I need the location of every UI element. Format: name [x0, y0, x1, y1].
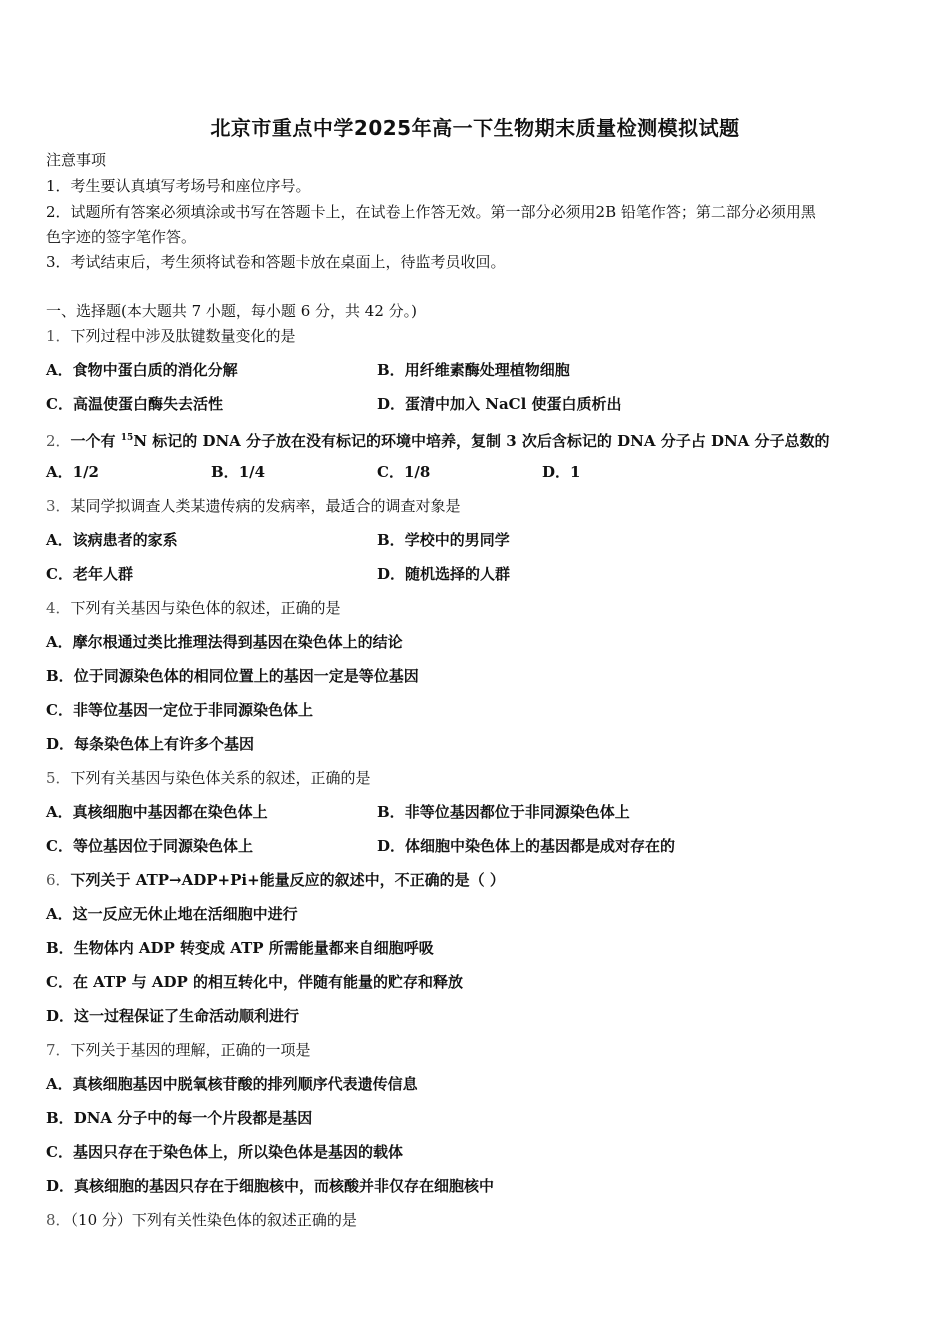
option-a[interactable]: A．该病患者的家系 — [46, 531, 178, 549]
notice-heading: 注意事项 — [46, 151, 107, 169]
question-text: （10 分）下列有关性染色体的叙述正确的是 — [70, 1211, 357, 1229]
option-c[interactable]: C．在 ATP 与 ADP 的相互转化中，伴随有能量的贮存和释放 — [46, 973, 464, 991]
option-b[interactable]: B．非等位基因都位于非同源染色体上 — [377, 803, 630, 821]
option-b[interactable]: B．1/4 — [211, 463, 266, 481]
notice-item: 2．试题所有答案必须填涂或书写在答题卡上，在试卷上作答无效。第一部分必须用2B 铅笔作答；第二部分必须用黑 — [46, 203, 816, 221]
question-number: 1． — [46, 327, 71, 345]
option-c[interactable]: C．非等位基因一定位于非同源染色体上 — [46, 701, 313, 719]
question-text-pre: 一个有 — [70, 432, 121, 450]
question-text: N 标记的 DNA 分子放在没有标记的环境中培养，复制 3 次后含标记的 DNA 分子占 DNA 分子总数的 — [133, 432, 830, 450]
notice-item: 1．考生要认真填写考场号和座位序号。 — [46, 177, 311, 195]
question-text: 某同学拟调查人类某遗传病的发病率，最适合的调查对象是 — [70, 497, 461, 515]
option-d[interactable]: D．蛋清中加入 NaCl 使蛋白质析出 — [377, 395, 622, 413]
option-b[interactable]: B．生物体内 ADP 转变成 ATP 所需能量都来自细胞呼吸 — [46, 939, 434, 957]
question-number: 2． — [46, 432, 71, 450]
section-heading: 一、选择题(本大题共 7 小题，每小题 6 分，共 42 分。) — [46, 302, 417, 320]
page-title: 北京市重点中学2025年高一下生物期末质量检测模拟试题 — [210, 116, 740, 140]
notice-item: 色字迹的签字笔作答。 — [46, 228, 197, 246]
option-d[interactable]: D．真核细胞的基因只存在于细胞核中，而核酸并非仅存在细胞核中 — [46, 1177, 495, 1195]
option-a[interactable]: A．真核细胞中基因都在染色体上 — [46, 803, 268, 821]
question-3 — [46, 496, 461, 516]
option-d[interactable]: D．体细胞中染色体上的基因都是成对存在的 — [377, 837, 676, 855]
question-6 — [46, 870, 505, 890]
option-a[interactable]: A．摩尔根通过类比推理法得到基因在染色体上的结论 — [46, 633, 403, 651]
question-4 — [46, 598, 341, 618]
question-5 — [46, 768, 371, 788]
isotope-superscript: 15 — [120, 433, 134, 443]
question-number: 3． — [46, 497, 71, 515]
notice-item: 3．考试结束后，考生须将试卷和答题卡放在桌面上，待监考员收回。 — [46, 253, 506, 271]
question-text: 下列过程中涉及肽键数量变化的是 — [70, 327, 296, 345]
option-c[interactable]: C．等位基因位于同源染色体上 — [46, 837, 253, 855]
question-number: 5． — [46, 769, 71, 787]
question-number: 7． — [46, 1041, 71, 1059]
option-d[interactable]: D．随机选择的人群 — [377, 565, 511, 583]
question-number: 6． — [46, 871, 71, 889]
question-number: 4． — [46, 599, 71, 617]
option-b[interactable]: B．位于同源染色体的相同位置上的基因一定是等位基因 — [46, 667, 419, 685]
question-1 — [46, 326, 296, 346]
question-8 — [46, 1210, 357, 1230]
question-2 — [46, 428, 830, 451]
option-b[interactable]: B．DNA 分子中的每一个片段都是基因 — [46, 1109, 313, 1127]
question-7 — [46, 1040, 311, 1060]
option-d[interactable]: D．每条染色体上有许多个基因 — [46, 735, 255, 753]
option-a[interactable]: A．这一反应无休止地在活细胞中进行 — [46, 905, 298, 923]
option-d[interactable]: D．这一过程保证了生命活动顺利进行 — [46, 1007, 300, 1025]
option-c[interactable]: C．老年人群 — [46, 565, 133, 583]
option-b[interactable]: B．用纤维素酶处理植物细胞 — [377, 361, 570, 379]
option-c[interactable]: C．1/8 — [377, 463, 431, 481]
option-b[interactable]: B．学校中的男同学 — [377, 531, 510, 549]
question-text: 下列关于 ATP→ADP+Pi+能量反应的叙述中，不正确的是（ ） — [70, 871, 505, 889]
question-number: 8． — [46, 1211, 71, 1229]
question-text: 下列关于基因的理解，正确的一项是 — [70, 1041, 311, 1059]
option-d[interactable]: D．1 — [542, 463, 581, 481]
option-a[interactable]: A．1/2 — [46, 463, 99, 481]
option-a[interactable]: A．食物中蛋白质的消化分解 — [46, 361, 238, 379]
option-c[interactable]: C．高温使蛋白酶失去活性 — [46, 395, 223, 413]
option-a[interactable]: A．真核细胞基因中脱氧核苷酸的排列顺序代表遗传信息 — [46, 1075, 418, 1093]
option-c[interactable]: C．基因只存在于染色体上，所以染色体是基因的载体 — [46, 1143, 403, 1161]
question-text: 下列有关基因与染色体关系的叙述，正确的是 — [70, 769, 371, 787]
question-text: 下列有关基因与染色体的叙述，正确的是 — [70, 599, 341, 617]
